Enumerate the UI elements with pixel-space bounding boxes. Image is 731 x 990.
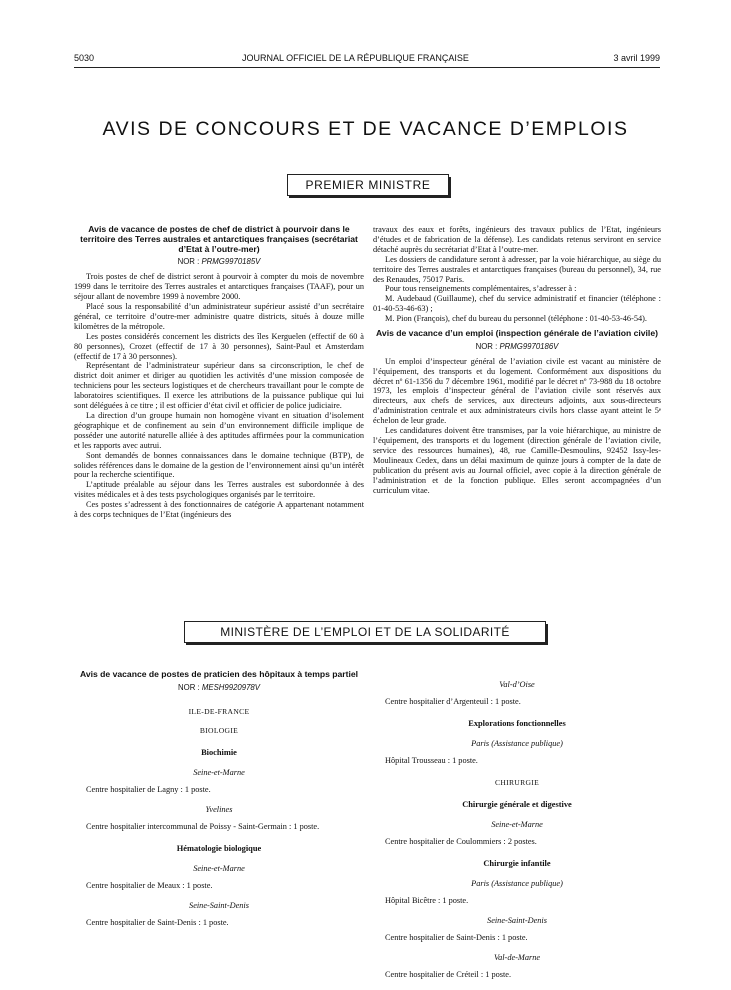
nor-reference: NOR : PRMG9970185V	[177, 257, 261, 267]
department-heading: Seine-Saint-Denis	[189, 900, 249, 910]
hospital-entry: Hôpital Bicêtre : 1 poste.	[385, 896, 469, 905]
section-box-shadow	[289, 196, 451, 198]
paragraph: Pour tous renseignements complémentaires, s’adresser à :	[385, 284, 577, 294]
notice-praticien-hopitaux	[74, 670, 364, 928]
paragraph: La direction d’un groupe humain non homogène vivant en situation d’isolement géographique et de confinement au sein d’un environnement difficile implique de posséder une autorité naturelle alliée à des aptitudes affirmées pour la communication et les rapports avec autrui.	[74, 410, 364, 450]
specialty-heading: Hématologie biologique	[176, 843, 262, 853]
discipline-heading: BIOLOGIE	[199, 725, 239, 735]
notice-continuation-column	[373, 225, 661, 495]
notice-praticien-continuation	[373, 670, 661, 980]
notice-chef-district	[74, 225, 364, 520]
paragraph: Représentant de l’administrateur supérieur dans sa circonscription, le chef de district doit animer et diriger au quotidien les activités d’une mission composée de techniciens pour les secteurs logistiques et de chercheurs travaillant pour le compte de laboratoires scientifiques. Il exerce les attributions de la puissance publique qui lui sont déléguées à ce titre ; il est officier d’état civil et officier de police judiciaire.	[74, 361, 364, 411]
hospital-entry: Centre hospitalier de Coulommiers : 2 postes.	[385, 837, 537, 846]
nor-reference: NOR : PRMG9970186V	[475, 341, 559, 351]
department-heading: Paris (Assistance publique)	[471, 739, 563, 748]
hospital-entry: Centre hospitalier intercommunal de Poissy - Saint-Germain : 1 poste.	[86, 821, 320, 831]
running-header	[74, 53, 660, 67]
specialty-heading: Biochimie	[201, 747, 237, 757]
hospital-entry: Centre hospitalier de Saint-Denis : 1 poste.	[385, 933, 528, 942]
paragraph: M. Pion (François), chef du bureau du personnel (téléphone : 01-40-53-46-54).	[385, 314, 647, 324]
department-heading: Seine-et-Marne	[193, 863, 245, 873]
department-heading: Yvelines	[205, 804, 233, 814]
region-heading: ILE-DE-FRANCE	[188, 706, 250, 716]
paragraph: M. Audebaud (Guillaume), chef du service administratif et financier (téléphone : 01-40-53-46-63) ;	[373, 294, 661, 314]
paragraph: Les candidatures doivent être transmises, par la voie hiérarchique, au ministre de l’équipement, des transports et du logement (direction générale de l’aviation civile, service des ressources humaines), 48, rue Camille-Desmoulins, 92452 Issy-les-Moulineaux Cedex, dans un délai maximum de quinze jours à compter de la date de publication du présent avis au Journal officiel, avec copie à la direction générale de l’administration et de la fonction publique. Elles seront accompagnées d’un curriculum vitae.	[373, 426, 661, 495]
hospital-entry: Centre hospitalier de Meaux : 1 poste.	[86, 880, 213, 890]
discipline-heading: CHIRURGIE	[494, 778, 540, 787]
page-number: 5030	[74, 53, 95, 63]
nor-reference: NOR : MESH9920978V	[178, 682, 260, 692]
header-rule	[74, 67, 660, 68]
paragraph: Trois postes de chef de district seront à pourvoir à compter du mois de novembre 1999 dans le territoire des Terres australes et antarctiques françaises (TAAF), pour un séjour allant de novembre 1999 à novembre 2000.	[74, 272, 364, 302]
section-box-shadow	[186, 643, 548, 645]
notice-heading: Avis de vacance d’un emploi (inspection générale de l’aviation civile)	[376, 328, 658, 339]
notice-heading: Avis de vacance de postes de chef de district à pourvoir dans le territoire des Terres australes et antarctiques françaises (secrétariat d’Etat à l’outre-mer)	[80, 224, 358, 254]
department-heading: Seine-Saint-Denis	[487, 916, 547, 925]
paragraph: Placé sous la responsabilité d’un administrateur supérieur assisté d’un secrétaire général, ce territoire d’outre-mer administre quatre districts, situés à douze mille kilomètres de la métropole.	[74, 302, 364, 331]
hospital-entry: Hôpital Trousseau : 1 poste.	[385, 756, 478, 765]
specialty-heading: Chirurgie infantile	[483, 859, 551, 868]
paragraph: Les dossiers de candidature seront à adresser, par la voie hiérarchique, au siège du territoire des Terres australes et antarctiques françaises (bureau du personnel), 34, rue des Renaudes, 75017 Paris.	[373, 254, 661, 284]
paragraph: Un emploi d’inspecteur général de l’aviation civile est vacant au ministère de l’équipement, des transports et du logement. Conformément aux dispositions du décret nº 61-1356 du 7 décembre 1961, modifié par le décret nº 73-988 du 18 octobre 1973, les emplois d’inspecteur général de l’aviation civile sont réservés aux directeurs, aux chefs de services, aux directeurs adjoints, aux sous-directeurs d’administration centrale et aux administrateurs civils hors classe ayant atteint le 5ᵉ échelon de leur grade.	[373, 356, 661, 426]
issue-date: 3 avril 1999	[613, 53, 660, 63]
paragraph: Sont demandés de bonnes connaissances dans le domaine technique (BTP), de solides références dans le domaine de la gestion de l’environnement ainsi qu’un intérêt pour la recherche scientifique.	[74, 450, 364, 480]
department-heading: Seine-et-Marne	[491, 820, 543, 829]
department-heading: Val-de-Marne	[493, 953, 541, 962]
paragraph: Les postes considérés concernent les districts des îles Kerguelen (effectif de 60 à 80 personnes), Crozet (effectif de 17 à 30 personnes), Saint-Paul et Amsterdam (effectif de 17 à 30 personnes).	[74, 331, 364, 361]
section-box-shadow	[449, 177, 451, 198]
specialty-heading: Explorations fonctionnelles	[468, 719, 566, 728]
paragraph: Ces postes s’adressent à des fonctionnaires de catégorie A appartenant notamment à des corps techniques de l’Etat (ingénieurs des	[74, 500, 364, 520]
journal-title: JOURNAL OFFICIEL DE LA RÉPUBLIQUE FRANÇAISE	[242, 53, 469, 63]
notice-heading: Avis de vacance de postes de praticien des hôpitaux à temps partiel	[79, 669, 359, 679]
hospital-entry: Centre hospitalier de Saint-Denis : 1 poste.	[86, 917, 229, 927]
hospital-entry: Centre hospitalier de Lagny : 1 poste.	[86, 784, 211, 794]
specialty-heading: Chirurgie générale et digestive	[462, 800, 572, 809]
section-box-shadow	[546, 624, 548, 645]
department-heading: Paris (Assistance publique)	[471, 879, 563, 888]
hospital-entry: Centre hospitalier d’Argenteuil : 1 poste.	[385, 697, 521, 706]
hospital-entry: Centre hospitalier de Créteil : 1 poste.	[385, 970, 512, 979]
section-title-premier-ministre: PREMIER MINISTRE	[287, 174, 449, 196]
section-title-ministere-emploi: MINISTÈRE DE L’EMPLOI ET DE LA SOLIDARITÉ	[184, 621, 546, 643]
page-title: AVIS DE CONCOURS ET DE VACANCE D’EMPLOIS	[102, 118, 629, 140]
paragraph: L’aptitude préalable au séjour dans les Terres australes est subordonnée à des visites médicales et à des tests psychologiques organisés par le territoire.	[74, 480, 364, 500]
paragraph: travaux des eaux et forêts, ingénieurs des travaux publics de l’Etat, ingénieurs d’études et de fabrication de la défense). Les candidats retenus serviront en service détaché auprès du secrétariat d’Etat à l’outre-mer.	[373, 225, 661, 254]
department-heading: Val-d’Oise	[499, 680, 535, 689]
department-heading: Seine-et-Marne	[193, 767, 245, 777]
